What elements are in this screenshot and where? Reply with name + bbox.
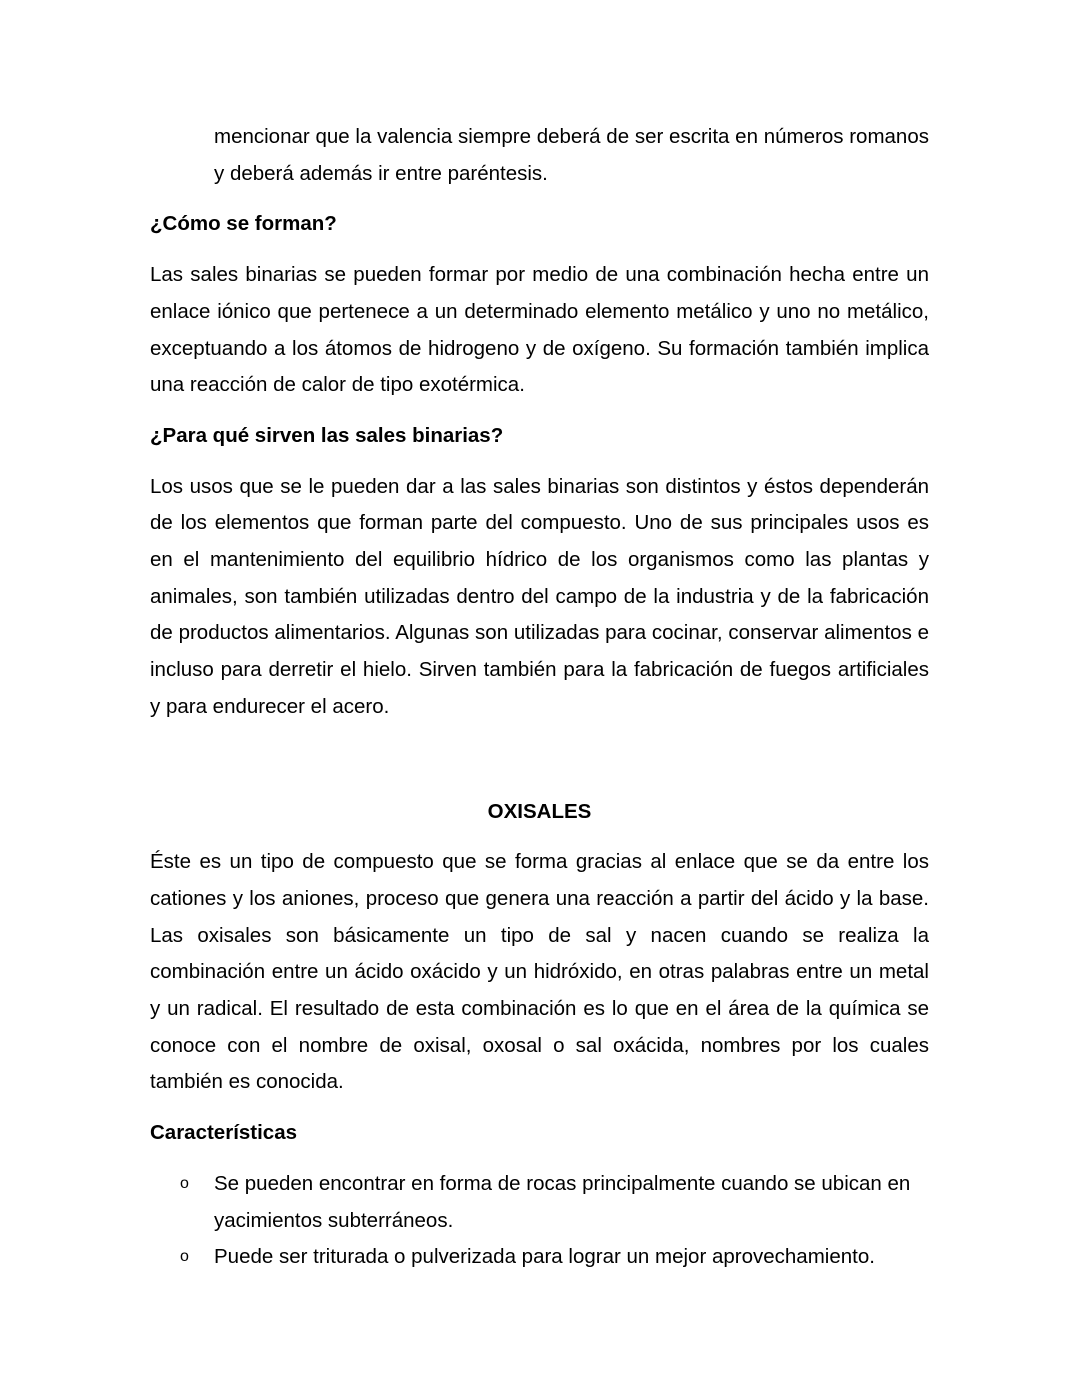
oxisales-title: OXISALES — [487, 799, 592, 823]
list-item — [150, 1166, 929, 1239]
bullet-icon: o — [180, 1174, 189, 1192]
uses-paragraph: Los usos que se le pueden dar a las sales binarias son distintos y éstos dependerán de los elementos que forman parte del compuesto. Uno de sus principales usos es en el mantenimiento del equilibrio hídrico de los organismos como las plantas y animales, son también utilizadas dentro del campo de la industria y de la fabricación de productos alimentarios. Algunas son utilizadas para cocinar, conservar alimentos e incluso para derretir el hielo. Sirven también para la fabricación de fuegos artificiales y para endurecer el acero. — [150, 474, 929, 718]
document-page — [150, 119, 929, 1276]
formation-paragraph: Las sales binarias se pueden formar por medio de una combinación hecha entre un enlace iónico que pertenece a un determinado elemento metálico y uno no metálico, exceptuando a los átomos de hidrogeno y de oxígeno. Su formación también implica una reacción de calor de tipo exotérmica. — [150, 263, 929, 397]
bullet-icon: o — [180, 1248, 189, 1266]
formation-heading: ¿Cómo se forman? — [150, 212, 337, 236]
list-item — [150, 1239, 929, 1276]
uses-heading: ¿Para qué sirven las sales binarias? — [150, 423, 504, 447]
features-list — [150, 1166, 929, 1276]
oxisales-paragraph: Éste es un tipo de compuesto que se forma gracias al enlace que se da entre los cationes y los aniones, proceso que genera una reacción a partir del ácido y la base. Las oxisales son básicamente un tipo de sal y nacen cuando se realiza la combinación entre un ácido oxácido y un hidróxido, en otras palabras entre un metal y un radical. El resultado de esta combinación es lo que en el área de la química se conoce con el nombre de oxisal, oxosal o sal oxácida, nombres por los cuales también es conocida. — [150, 850, 929, 1094]
features-heading: Características — [150, 1121, 298, 1145]
list-item-text: Se pueden encontrar en forma de rocas principalmente cuando se ubican en yacimientos subterráneos. — [214, 1171, 911, 1232]
list-item-text: Puede ser triturada o pulverizada para lograr un mejor aprovechamiento. — [214, 1245, 875, 1269]
continuation-paragraph: mencionar que la valencia siempre deberá de ser escrita en números romanos y deberá además ir entre paréntesis. — [214, 125, 929, 185]
